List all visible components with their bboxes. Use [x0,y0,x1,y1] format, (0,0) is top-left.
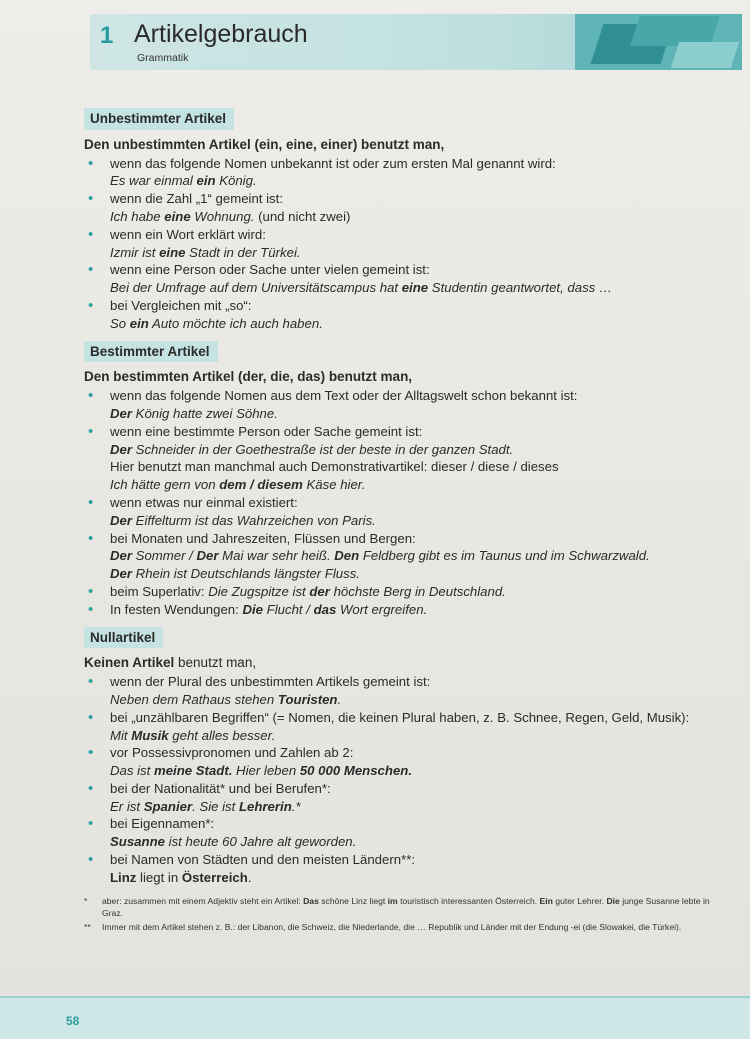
rule-text: vor Possessivpronomen und Zahlen ab 2: [110,745,354,761]
list-item [84,673,704,709]
main-content [84,108,704,895]
section-heading-nullartikel: Nullartikel [84,627,163,649]
footnote-1: * aber: zusammen mit einem Adjektiv steht ein Artikel: Das schöne Linz liegt im touristisch interessanten Österreich. Ein guter Lehrer. Die junge Susanne lebte in Graz. [84,896,710,918]
note: Hier benutzt man manchmal auch Demonstrativartikel: dieser / diese / dieses [110,459,559,475]
rule-text: bei Vergleichen mit „so“: [110,297,252,313]
example: Der Rhein ist Deutschlands längster Fluss. [110,566,360,582]
list-item [84,744,704,780]
rule-list [84,387,704,618]
list-item [84,226,704,262]
rule-text: wenn ein Wort erklärt wird: [110,226,266,242]
rule-text: wenn das folgende Nomen aus dem Text oder der Alltagswelt schon bekannt ist: [110,388,578,404]
rule-text: bei der Nationalität* und bei Berufen*: [110,780,331,796]
header-illustration [575,14,742,70]
list-item [84,851,704,887]
example: Der Sommer / Der Mai war sehr heiß. Den Feldberg gibt es im Taunus und im Schwarzwald. [110,548,650,564]
rule-text: wenn das folgende Nomen unbekannt ist oder zum ersten Mal genannt wird: [110,155,556,171]
list-item [84,297,704,333]
rule-text: wenn eine bestimmte Person oder Sache gemeint ist: [110,423,423,439]
example: Neben dem Rathaus stehen Touristen. [110,691,342,707]
list-item [84,530,704,583]
example: Mit Musik geht alles besser. [110,727,276,743]
rule-text: bei Namen von Städten und den meisten Ländern**: [110,852,415,868]
example: Das ist meine Stadt. Hier leben 50 000 Menschen. [110,763,412,779]
rule-text: In festen Wendungen: [110,601,243,617]
section-lead: Den unbestimmten Artikel (ein, eine, einer) benutzt man, [84,136,445,152]
list-item [84,261,704,297]
list-item [84,601,704,619]
list-item [84,494,704,530]
example: Susanne ist heute 60 Jahre alt geworden. [110,834,357,850]
rule-text: bei „unzählbaren Begriffen“ (= Nomen, die keinen Plural haben, z. B. Schnee, Regen, Geld, Musik): [110,709,690,725]
list-item [84,190,704,226]
rule-text: wenn eine Person oder Sache unter vielen gemeint ist: [110,262,430,278]
example: Bei der Umfrage auf dem Universitätscampus hat eine Studentin geantwortet, dass … [110,280,613,296]
section-lead: Keinen Artikel benutzt man, [84,655,257,671]
footnotes [84,896,714,937]
list-item [84,780,704,816]
rule-text: bei Eigennamen*: [110,816,215,832]
rule-text: wenn etwas nur einmal existiert: [110,494,298,510]
rule-list [84,155,704,333]
chapter-subtitle: Grammatik [137,52,189,64]
list-item [84,155,704,191]
chapter-number: 1 [100,22,114,49]
example: Der Schneider in der Goethestraße ist der beste in der ganzen Stadt. [110,441,514,457]
page-number: 58 [66,1014,80,1028]
example: Die Flucht / das Wort ergreifen. [242,601,428,617]
example: Ich hätte gern von dem / diesem Käse hier. [110,477,366,493]
chapter-title: Artikelgebrauch [134,20,308,48]
rule-list [84,673,704,887]
example: Izmir ist eine Stadt in der Türkei. [110,244,301,260]
example: Ich habe eine Wohnung. (und nicht zwei) [110,208,351,224]
example: Linz liegt in Österreich. [110,869,252,885]
list-item [84,815,704,851]
section-lead: Den bestimmten Artikel (der, die, das) benutzt man, [84,369,413,385]
section-heading-unbestimmter: Unbestimmter Artikel [84,108,234,130]
list-item [84,423,704,494]
rule-text: beim Superlativ: [110,583,209,599]
list-item [84,583,704,601]
footer-band [0,998,750,1039]
example: So ein Auto möchte ich auch haben. [110,315,323,331]
list-item [84,709,704,745]
example: Der Eiffelturm ist das Wahrzeichen von Paris. [110,512,376,528]
example: Es war einmal ein König. [110,173,257,189]
example: Er ist Spanier. Sie ist Lehrerin.* [110,798,301,814]
footnote-2: ** Immer mit dem Artikel stehen z. B.: der Libanon, die Schweiz, die Niederlande, die … Republik und Länder mit der Endung -ei (die Slowakei, die Türkei). [84,922,682,932]
example: Die Zugspitze ist der höchste Berg in Deutschland. [208,583,506,599]
list-item [84,387,704,423]
rule-text: wenn der Plural des unbestimmten Artikels gemeint ist: [110,674,431,690]
rule-text: bei Monaten und Jahreszeiten, Flüssen und Bergen: [110,530,416,546]
example: Der König hatte zwei Söhne. [110,405,278,421]
section-heading-bestimmter: Bestimmter Artikel [84,341,218,363]
rule-text: wenn die Zahl „1“ gemeint ist: [110,191,283,207]
